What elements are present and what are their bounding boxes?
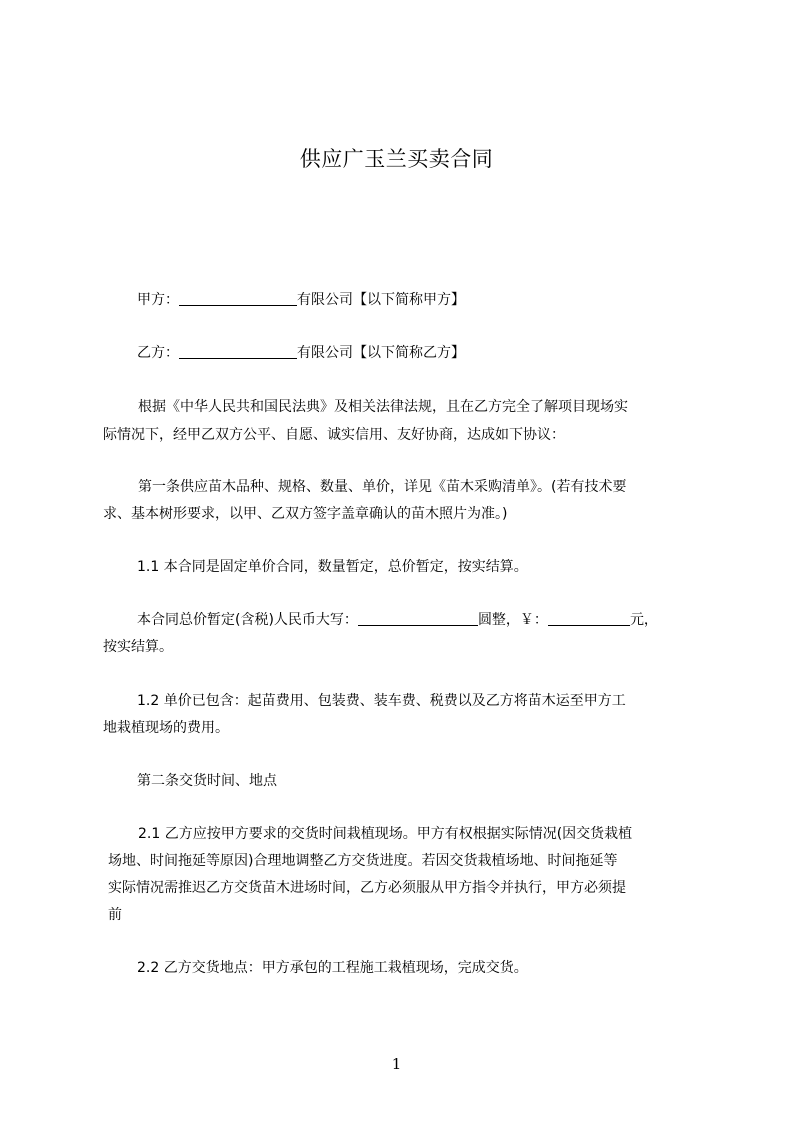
total-price-words-blank[interactable] [358,610,478,626]
total-price-mid: 圆整，￥： [477,612,548,628]
clause-1-1: 1.1 本合同是固定单价合同，数量暂定，总价暂定，按实结算。 [137,559,528,575]
intro-line-2: 际情况下，经甲乙双方公平、自愿、诚实信用、友好协商，达成如下协议： [103,427,565,443]
article-1-line-2: 求、基本树形要求，以甲、乙双方签字盖章确认的苗木照片为准。) [103,506,508,522]
article-2-heading: 第二条交货时间、地点 [137,773,277,789]
clause-2-1-line-4: 前 [108,907,122,923]
article-1-line-1: 第一条供应苗木品种、规格、数量、单价，详见《苗木采购清单》。(若有技术要 [138,479,627,495]
clause-2-1-line-2: 场地、时间拖延等原因)合理地调整乙方交货进度。若因交货栽植场地、时间拖延等 [108,853,618,869]
clause-1-2-line-2: 地栽植现场的费用。 [103,720,229,736]
party-a-line [137,287,465,314]
total-price-amount-blank[interactable] [548,610,630,626]
total-price-suffix: 元， [629,612,658,628]
clause-2-2: 2.2 乙方交货地点：甲方承包的工程施工栽植现场，完成交货。 [137,960,528,976]
clause-2-1-line-3: 实际情况需推迟乙方交货苗木进场时间，乙方必须服从甲方指令并执行，甲方必须提 [108,880,626,896]
clause-2-1-line-1: 2.1 乙方应按甲方要求的交货时间栽植现场。甲方有权根据实际情况(因交货栽植 [138,826,633,842]
party-b-label: 乙方： [137,345,179,361]
page-title: 供应广玉兰买卖合同 [299,147,494,171]
total-price-line-1 [137,607,658,634]
party-b-line [137,340,465,367]
clause-1-2-line-1: 1.2 单价已包含：起苗费用、包装费、装车费、税费以及乙方将苗木运至甲方工 [137,693,626,709]
total-price-line-2: 按实结算。 [103,639,173,655]
party-a-name-blank[interactable] [179,290,297,306]
party-b-name-blank[interactable] [179,343,297,359]
total-price-prefix: 本合同总价暂定(含税)人民币大写： [137,612,358,628]
intro-line-1: 根据《中华人民共和国民法典》及相关法律法规，且在乙方完全了解项目现场实 [138,399,628,415]
party-a-label: 甲方： [137,292,179,308]
page-number: 1 [391,1055,402,1073]
party-b-suffix: 有限公司【以下简称乙方】 [297,345,465,361]
party-a-suffix: 有限公司【以下简称甲方】 [297,292,465,308]
